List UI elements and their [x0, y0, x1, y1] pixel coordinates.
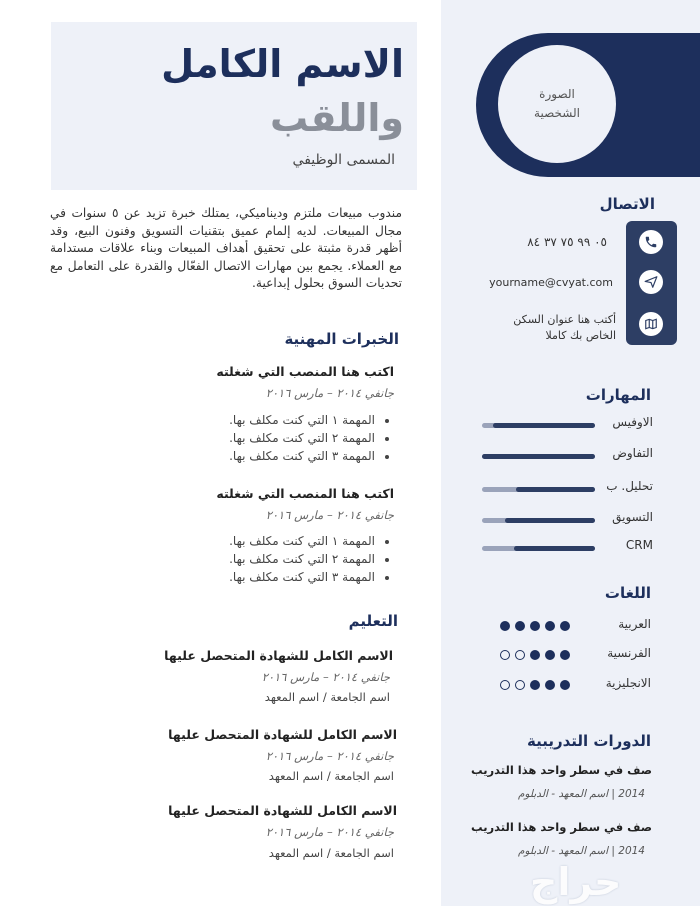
- degree-title: الاسم الكامل للشهادة المتحصل عليها: [168, 803, 397, 818]
- contact-address: أكتب هنا عنوان السكن الخاص بك كاملا: [513, 313, 616, 342]
- skill-level-fill: [482, 454, 595, 459]
- language-label: الانجليزية: [605, 676, 651, 690]
- map-icon: [639, 312, 663, 336]
- skill-label: CRM: [625, 538, 653, 552]
- contact-email[interactable]: yourname@cvyat.com: [489, 276, 613, 289]
- list-item: • المهمة ١ التي كنت مكلف بها.: [229, 532, 375, 550]
- skill-level-fill: [505, 518, 595, 523]
- contact-phone[interactable]: ٠٥ ٩٩ ٧٥ ٣٧ ٨٤: [527, 235, 607, 249]
- rating-dot-filled: [530, 621, 540, 631]
- course-details: 2014 | اسم المعهد - الدبلوم: [517, 845, 645, 857]
- contact-icon-strip: [626, 221, 677, 345]
- skill-label: الاوفيس: [612, 415, 653, 429]
- course-title: صف في سطر واحد هذا التدريب: [471, 763, 652, 777]
- degree-institution: اسم الجامعة / اسم المعهد: [268, 846, 394, 860]
- rating-dot-filled: [530, 650, 540, 660]
- full-name: الاسم الكامل: [161, 42, 404, 86]
- job-date: جانفي ٢٠١٤ – مارس ٢٠١٦: [265, 508, 394, 522]
- degree-date: جانفي ٢٠١٤ – مارس ٢٠١٦: [265, 825, 394, 839]
- skill-level-fill: [493, 423, 595, 428]
- rating-dot-filled: [530, 680, 540, 690]
- list-item: • المهمة ٢ التي كنت مكلف بها.: [229, 429, 375, 447]
- degree-title: الاسم الكامل للشهادة المتحصل عليها: [168, 727, 397, 742]
- job-position: اكتب هنا المنصب التي شغلته: [216, 486, 394, 501]
- experience-title: الخبرات المهنية: [284, 330, 399, 348]
- watermark-logo: حراج: [530, 860, 622, 904]
- rating-dot-filled: [545, 680, 555, 690]
- language-rating: [500, 621, 570, 631]
- skill-level-fill: [516, 487, 595, 492]
- degree-date: جانفي ٢٠١٤ – مارس ٢٠١٦: [265, 749, 394, 763]
- courses-title: الدورات التدريبية: [526, 732, 651, 750]
- job-position: اكتب هنا المنصب التي شغلته: [216, 364, 394, 379]
- skills-title: المهارات: [585, 386, 651, 404]
- rating-dot-filled: [545, 621, 555, 631]
- job-date: جانفي ٢٠١٤ – مارس ٢٠١٦: [265, 386, 394, 400]
- profile-summary: مندوب مبيعات ملتزم وديناميكي، يمتلك خبرة تزيد عن ٥ سنوات في مجال المبيعات. لديه إلمام عميق بتقنيات التسويق وفنون البيع، وقد أظهر قدرة مثبتة على تحقيق أهداف المبيعات وبناء علاقات مستدامة مع العملاء. يجمع بين مهارات الاتصال الفعّال والقدرة على التعامل مع تحديات السوق بحلول إبداعية.: [50, 206, 402, 290]
- list-item: • المهمة ١ التي كنت مكلف بها.: [229, 411, 375, 429]
- degree-title: الاسم الكامل للشهادة المتحصل عليها: [164, 648, 393, 663]
- send-icon: [639, 270, 663, 294]
- education-title: التعليم: [348, 612, 398, 630]
- degree-institution: اسم الجامعة / اسم المعهد: [268, 769, 394, 783]
- skill-label: تحليل. ب: [606, 479, 653, 493]
- rating-dot-filled: [545, 650, 555, 660]
- language-rating: [500, 680, 570, 690]
- job-title: المسمى الوظيفي: [292, 152, 395, 168]
- skill-level-bar: [482, 487, 595, 492]
- degree-institution: اسم الجامعة / اسم المعهد: [264, 690, 390, 704]
- languages-title: اللغات: [604, 584, 651, 602]
- skill-level-bar: [482, 454, 595, 459]
- profile-photo-placeholder[interactable]: [498, 45, 616, 163]
- phone-icon: [639, 230, 663, 254]
- contact-title: الاتصال: [599, 195, 655, 213]
- rating-dot-filled: [500, 621, 510, 631]
- rating-dot-empty: [500, 650, 510, 660]
- language-label: الفرنسية: [607, 646, 651, 660]
- course-details: 2014 | اسم المعهد - الدبلوم: [517, 788, 645, 800]
- list-item: • المهمة ٢ التي كنت مكلف بها.: [229, 550, 375, 568]
- rating-dot-filled: [560, 621, 570, 631]
- rating-dot-empty: [515, 680, 525, 690]
- skill-level-bar: [482, 423, 595, 428]
- photo-label: الصورة الشخصية: [534, 86, 580, 120]
- skill-level-bar: [482, 546, 595, 551]
- surname: واللقب: [269, 96, 404, 140]
- language-rating: [500, 650, 570, 660]
- language-label: العربية: [618, 617, 651, 631]
- skill-level-fill: [514, 546, 595, 551]
- rating-dot-empty: [515, 650, 525, 660]
- task-list: [229, 532, 393, 586]
- list-item: • المهمة ٣ التي كنت مكلف بها.: [229, 447, 375, 465]
- skill-label: التفاوض: [612, 446, 653, 460]
- skill-label: التسويق: [612, 510, 653, 524]
- degree-date: جانفي ٢٠١٤ – مارس ٢٠١٦: [261, 670, 390, 684]
- skill-level-bar: [482, 518, 595, 523]
- rating-dot-filled: [515, 621, 525, 631]
- rating-dot-filled: [560, 650, 570, 660]
- task-list: [229, 411, 393, 465]
- rating-dot-filled: [560, 680, 570, 690]
- course-title: صف في سطر واحد هذا التدريب: [471, 820, 652, 834]
- rating-dot-empty: [500, 680, 510, 690]
- list-item: • المهمة ٣ التي كنت مكلف بها.: [229, 568, 375, 586]
